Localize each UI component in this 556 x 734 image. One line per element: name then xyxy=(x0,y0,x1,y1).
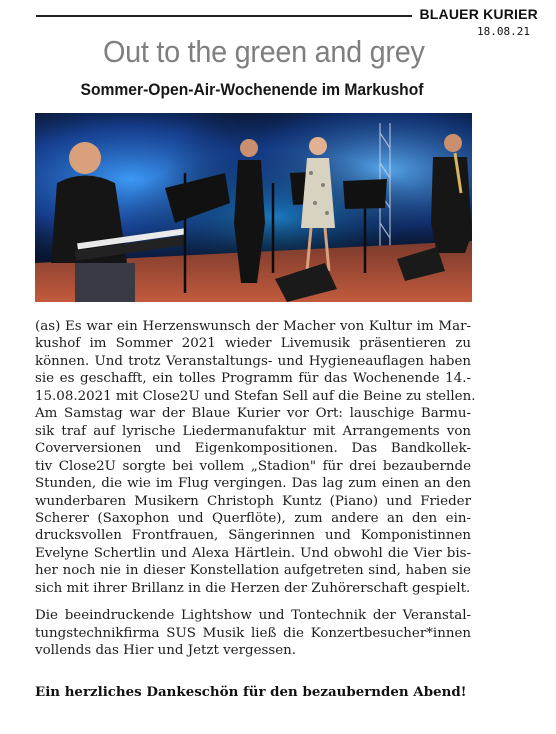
publication-name: BLAUER KURIER xyxy=(419,6,538,22)
article-subheadline: Sommer-Open-Air-Wochenende im Markushof xyxy=(80,80,424,99)
text-line: sie es geschafft, ein tolles Programm für das Wochenende 14.- xyxy=(35,371,471,387)
text-line: Evelyne Schertlin und Alexa Härtlein. Und obwohl die Vier bis- xyxy=(35,545,471,561)
paragraph-2 xyxy=(35,607,471,659)
band-on-stage-photo xyxy=(35,113,472,302)
text-line: wunderbaren Musikern Christoph Kuntz (Piano) und Frieder xyxy=(35,493,471,509)
masthead-rule xyxy=(36,15,412,17)
text-line: (as) Es war ein Herzenswunsch der Macher von Kultur im Mar- xyxy=(35,319,471,334)
text-line: her noch nie in dieser Konstellation aufgetreten sind, haben sie xyxy=(35,563,471,579)
text-line: Scherer (Saxophon und Querflöte), zum andere an den ein- xyxy=(35,510,471,526)
text-line: drucksvollen Frontfrauen, Sängerinnen und Komponistinnen xyxy=(35,528,471,544)
text-line: vollends das Hier und Jetzt vergessen. xyxy=(35,643,297,659)
closing-line: Ein herzliches Dankeschön für den bezaubernden Abend! xyxy=(35,684,467,700)
text-line: Die beeindruckende Lightshow und Tontechnik der Veranstal- xyxy=(35,608,471,624)
text-line: 15.08.2021 mit Close2U und Stefan Sell auf die Beine zu stellen. xyxy=(35,388,476,404)
article-headline: Out to the green and grey xyxy=(103,34,425,69)
text-line: können. Und trotz Veranstaltungs- und Hygieneauflagen haben xyxy=(35,353,471,369)
text-line: sich mit ihrer Brillanz in die Herzen der Zuhörerschaft gespielt. xyxy=(35,580,471,596)
article-body xyxy=(35,318,476,660)
text-line: kushof im Sommer 2021 wieder Livemusik präsentieren zu xyxy=(35,336,471,352)
issue-date: 18.08.21 xyxy=(477,25,530,38)
text-line: Stunden, die wie im Flug vergingen. Das lag zum einen an den xyxy=(35,476,471,492)
text-line: Coverversionen und Eigenkompositionen. Das Bandkollek- xyxy=(35,441,471,457)
text-line: tiv Close2U sorgte bei vollem „Stadion" für drei bezaubernde xyxy=(35,458,471,474)
text-line: Am Samstag war der Blaue Kurier vor Ort: lauschige Barmu- xyxy=(35,406,471,422)
paragraph-1 xyxy=(35,318,476,597)
text-line: sik traf auf lyrische Liedermanufaktur mit Arrangements von xyxy=(35,423,471,439)
text-line: tungstechnikfirma SUS Musik ließ die Konzertbesucher*innen xyxy=(35,625,471,641)
